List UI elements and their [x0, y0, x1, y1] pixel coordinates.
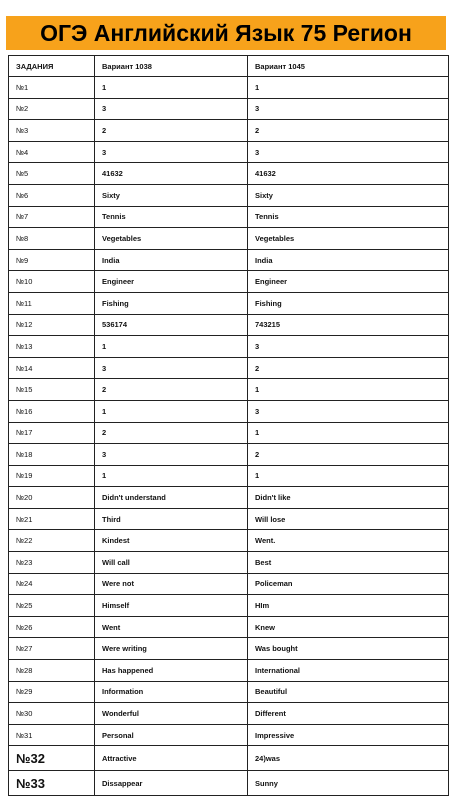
- variant-1038-cell: 1: [95, 400, 248, 422]
- variant-1038-cell: 2: [95, 120, 248, 142]
- variant-1038-cell: Vegetables: [95, 228, 248, 250]
- variant-1045-cell: 1: [248, 77, 449, 99]
- task-cell: №13: [9, 336, 95, 358]
- variant-1038-cell: 2: [95, 379, 248, 401]
- variant-1045-cell: Knew: [248, 616, 449, 638]
- variant-1038-cell: 2: [95, 422, 248, 444]
- task-cell: №22: [9, 530, 95, 552]
- table-row: [9, 206, 449, 228]
- task-cell: №8: [9, 228, 95, 250]
- variant-1038-cell: Attractive: [95, 746, 248, 771]
- table-row: [9, 141, 449, 163]
- variant-1038-cell: Personal: [95, 724, 248, 746]
- task-cell: №27: [9, 638, 95, 660]
- variant-1045-cell: Tennis: [248, 206, 449, 228]
- task-cell: №16: [9, 400, 95, 422]
- table-row: [9, 163, 449, 185]
- task-cell: №1: [9, 77, 95, 99]
- variant-1045-cell: Didn't like: [248, 487, 449, 509]
- variant-1045-cell: Beautiful: [248, 681, 449, 703]
- variant-1038-cell: Information: [95, 681, 248, 703]
- variant-1045-cell: Sunny: [248, 771, 449, 796]
- task-cell: №19: [9, 465, 95, 487]
- task-cell: №26: [9, 616, 95, 638]
- table-row: [9, 98, 449, 120]
- variant-1038-cell: 1: [95, 465, 248, 487]
- table-row: [9, 487, 449, 509]
- variant-1045-cell: 2: [248, 120, 449, 142]
- task-cell: №21: [9, 508, 95, 530]
- variant-1045-cell: Different: [248, 703, 449, 725]
- variant-1045-cell: Was bought: [248, 638, 449, 660]
- task-cell: №33: [9, 771, 95, 796]
- task-cell: №12: [9, 314, 95, 336]
- table-row: [9, 77, 449, 99]
- variant-1045-cell: 3: [248, 98, 449, 120]
- task-cell: №28: [9, 660, 95, 682]
- task-cell: №7: [9, 206, 95, 228]
- task-cell: №6: [9, 184, 95, 206]
- variant-1038-cell: Wonderful: [95, 703, 248, 725]
- table-row: [9, 379, 449, 401]
- header-tasks: ЗАДАНИЯ: [9, 56, 95, 77]
- table-row: [9, 444, 449, 466]
- variant-1038-cell: Engineer: [95, 271, 248, 293]
- task-cell: №18: [9, 444, 95, 466]
- variant-1038-cell: 3: [95, 357, 248, 379]
- variant-1045-cell: 743215: [248, 314, 449, 336]
- variant-1038-cell: 536174: [95, 314, 248, 336]
- variant-1038-cell: 3: [95, 141, 248, 163]
- variant-1045-cell: 2: [248, 357, 449, 379]
- table-row: [9, 357, 449, 379]
- task-cell: №4: [9, 141, 95, 163]
- task-cell: №23: [9, 552, 95, 574]
- task-cell: №9: [9, 249, 95, 271]
- table-row: [9, 703, 449, 725]
- table-row: [9, 573, 449, 595]
- table-row: [9, 724, 449, 746]
- table-row: [9, 771, 449, 796]
- variant-1045-cell: 3: [248, 336, 449, 358]
- task-cell: №32: [9, 746, 95, 771]
- variant-1045-cell: Vegetables: [248, 228, 449, 250]
- task-cell: №14: [9, 357, 95, 379]
- task-cell: №10: [9, 271, 95, 293]
- variant-1045-cell: Went.: [248, 530, 449, 552]
- variant-1038-cell: Sixty: [95, 184, 248, 206]
- table-row: [9, 336, 449, 358]
- variant-1045-cell: 3: [248, 400, 449, 422]
- variant-1045-cell: 1: [248, 422, 449, 444]
- answers-body: [9, 77, 449, 796]
- variant-1045-cell: Impressive: [248, 724, 449, 746]
- variant-1045-cell: Policeman: [248, 573, 449, 595]
- variant-1038-cell: Third: [95, 508, 248, 530]
- variant-1045-cell: Fishing: [248, 292, 449, 314]
- task-cell: №25: [9, 595, 95, 617]
- variant-1045-cell: Engineer: [248, 271, 449, 293]
- variant-1045-cell: 3: [248, 141, 449, 163]
- task-cell: №3: [9, 120, 95, 142]
- table-row: [9, 746, 449, 771]
- task-cell: №11: [9, 292, 95, 314]
- page-title: ОГЭ Английский Язык 75 Регион: [40, 19, 412, 46]
- table-row: [9, 530, 449, 552]
- task-cell: №15: [9, 379, 95, 401]
- title-banner: [6, 16, 446, 50]
- table-row: [9, 400, 449, 422]
- variant-1038-cell: Dissappear: [95, 771, 248, 796]
- task-cell: №2: [9, 98, 95, 120]
- variant-1038-cell: Tennis: [95, 206, 248, 228]
- table-header-row: [9, 56, 449, 77]
- table-row: [9, 508, 449, 530]
- table-row: [9, 616, 449, 638]
- header-variant-1045: Вариант 1045: [248, 56, 449, 77]
- task-cell: №31: [9, 724, 95, 746]
- table-row: [9, 660, 449, 682]
- table-row: [9, 465, 449, 487]
- variant-1038-cell: Himself: [95, 595, 248, 617]
- variant-1038-cell: Went: [95, 616, 248, 638]
- task-cell: №30: [9, 703, 95, 725]
- variant-1045-cell: Best: [248, 552, 449, 574]
- variant-1045-cell: Sixty: [248, 184, 449, 206]
- task-cell: №24: [9, 573, 95, 595]
- variant-1038-cell: Has happened: [95, 660, 248, 682]
- variant-1045-cell: HIm: [248, 595, 449, 617]
- table-row: [9, 271, 449, 293]
- variant-1038-cell: Kindest: [95, 530, 248, 552]
- table-row: [9, 120, 449, 142]
- variant-1045-cell: Will lose: [248, 508, 449, 530]
- variant-1038-cell: 3: [95, 444, 248, 466]
- variant-1038-cell: 3: [95, 98, 248, 120]
- task-cell: №17: [9, 422, 95, 444]
- task-cell: №29: [9, 681, 95, 703]
- variant-1045-cell: India: [248, 249, 449, 271]
- answers-table: [8, 55, 449, 796]
- variant-1045-cell: International: [248, 660, 449, 682]
- variant-1038-cell: Fishing: [95, 292, 248, 314]
- variant-1038-cell: 1: [95, 77, 248, 99]
- variant-1045-cell: 24)was: [248, 746, 449, 771]
- variant-1038-cell: 41632: [95, 163, 248, 185]
- table-row: [9, 292, 449, 314]
- variant-1038-cell: Were not: [95, 573, 248, 595]
- table-row: [9, 595, 449, 617]
- task-cell: №20: [9, 487, 95, 509]
- header-variant-1038: Вариант 1038: [95, 56, 248, 77]
- variant-1045-cell: 1: [248, 379, 449, 401]
- variant-1045-cell: 41632: [248, 163, 449, 185]
- table-row: [9, 681, 449, 703]
- variant-1045-cell: 2: [248, 444, 449, 466]
- table-row: [9, 249, 449, 271]
- task-cell: №5: [9, 163, 95, 185]
- table-row: [9, 422, 449, 444]
- table-row: [9, 184, 449, 206]
- variant-1038-cell: Were writing: [95, 638, 248, 660]
- variant-1038-cell: India: [95, 249, 248, 271]
- variant-1038-cell: 1: [95, 336, 248, 358]
- variant-1045-cell: 1: [248, 465, 449, 487]
- table-row: [9, 314, 449, 336]
- table-row: [9, 638, 449, 660]
- table-row: [9, 552, 449, 574]
- variant-1038-cell: Will call: [95, 552, 248, 574]
- table-row: [9, 228, 449, 250]
- variant-1038-cell: Didn't understand: [95, 487, 248, 509]
